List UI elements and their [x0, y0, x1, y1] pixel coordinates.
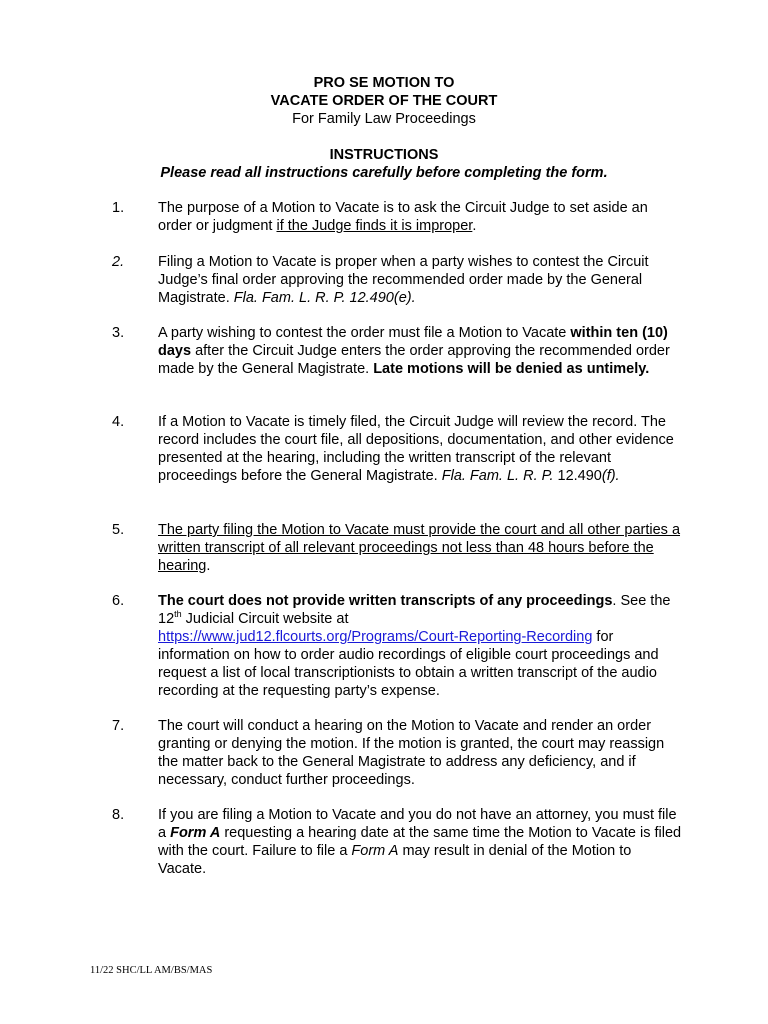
item-number: 1.	[112, 200, 125, 216]
title-line-1: PRO SE MOTION TO	[313, 75, 455, 91]
item-number: 3.	[112, 325, 125, 341]
item-number: 6.	[112, 593, 125, 609]
item-number: 5.	[112, 522, 125, 538]
item-text-part: If you are filing a Motion to Vacate and you do not have an attorney, you must file a	[158, 807, 677, 841]
item-number: 4.	[112, 414, 125, 430]
item-text-part: may result in denial of the Motion to Vacate.	[158, 843, 632, 877]
item-superscript: th	[174, 609, 182, 620]
footer-revision: 11/22 SHC/LL AM/BS/MAS	[90, 965, 213, 976]
item-text	[158, 199, 682, 235]
item-text-part: .	[472, 218, 477, 234]
title-line-2: VACATE ORDER OF THE COURT	[270, 93, 498, 109]
item-text-part: If a Motion to Vacate is timely filed, the Circuit Judge will review the record. The record includes the court file, all depositions, documentation, and other evidence presented at the hearing, including the written transcript of the relevant proceedings before the General Magistrate.	[158, 414, 674, 484]
item-text-part: .	[206, 558, 211, 574]
item-text	[158, 324, 682, 378]
item-text-part: A party wishing to contest the order must file a Motion to Vacate	[158, 325, 571, 341]
court-reporting-link[interactable]: https://www.jud12.flcourts.org/Programs/Court-Reporting-Recording	[158, 629, 593, 645]
item-text-underlined: The party filing the Motion to Vacate must provide the court and all other parties a written transcript of all relevant proceedings not less than 48 hours before the hearing	[158, 522, 681, 574]
item-text-part: Judicial Circuit website at	[181, 611, 349, 627]
item-text	[158, 592, 682, 700]
subtitle: For Family Law Proceedings	[292, 111, 476, 127]
item-text	[158, 806, 682, 878]
item-text	[158, 413, 682, 485]
item-text	[158, 521, 682, 575]
item-citation: Fla. Fam. L. R. P. 12.490(e).	[233, 290, 416, 306]
instructions-heading: INSTRUCTIONS	[329, 147, 439, 163]
item-form-name: Form A	[351, 843, 399, 859]
item-form-name: Form A	[170, 825, 221, 841]
item-citation: (f).	[601, 468, 620, 484]
item-text-part: The purpose of a Motion to Vacate is to ask the Circuit Judge to set aside an order or judgment	[158, 200, 648, 234]
item-text-part: . See the 12	[158, 593, 671, 627]
item-bold-warning: Late motions will be denied as untimely.	[373, 361, 650, 377]
item-text-part: after the Circuit Judge enters the order approving the recommended order made by the General Magistrate.	[158, 343, 670, 377]
item-text-part: for information on how to order audio recordings of eligible court proceedings and request a list of local transcriptionists to obtain a written transcript of the audio recording at the requesting party’s expense.	[158, 629, 659, 699]
item-text-part: 12.490	[553, 468, 602, 484]
item-text-part: Filing a Motion to Vacate is proper when a party wishes to contest the Circuit Judge’s final order approving the recommended order made by the General Magistrate.	[158, 254, 649, 306]
item-bold-notice: The court does not provide written transcripts of any proceedings	[158, 593, 613, 609]
item-number: 2.	[112, 254, 125, 270]
item-text-part: requesting a hearing date at the same time the Motion to Vacate is filed with the court. Failure to file a	[158, 825, 682, 859]
document-header	[0, 74, 768, 128]
item-number: 8.	[112, 807, 125, 823]
item-bold-deadline: within ten (10) days	[158, 325, 668, 359]
item-citation: Fla. Fam. L. R. P.	[441, 468, 554, 484]
instructions-note: Please read all instructions carefully before completing the form.	[160, 165, 608, 181]
item-number: 7.	[112, 718, 125, 734]
item-text-underlined: if the Judge finds it is improper	[276, 218, 473, 234]
item-text: The court will conduct a hearing on the Motion to Vacate and render an order granting or denying the motion. If the motion is granted, the court may reassign the matter back to the General Magistrate to address any deficiency, and if necessary, conduct further proceedings.	[158, 718, 665, 788]
item-text	[158, 253, 682, 307]
instructions-block	[0, 146, 768, 182]
